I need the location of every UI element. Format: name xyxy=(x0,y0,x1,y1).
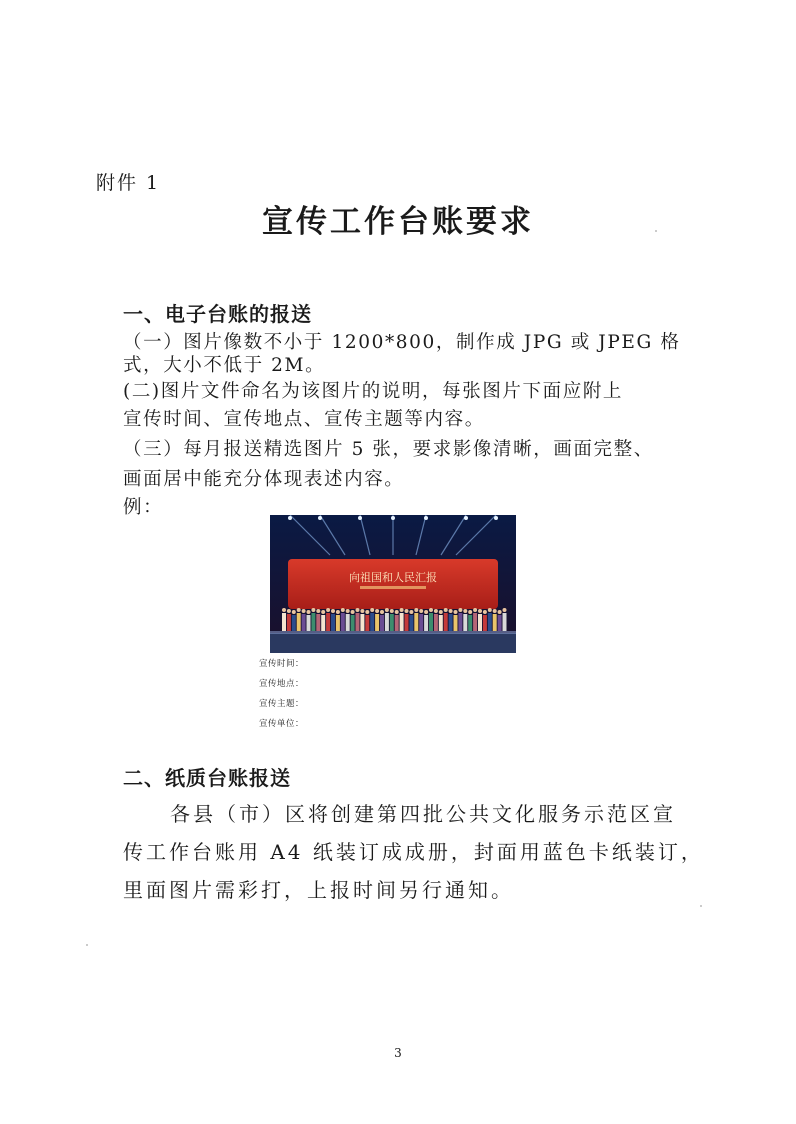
section2-line: 里面图片需彩打，上报时间另行通知。 xyxy=(123,878,514,902)
performer-figure xyxy=(473,613,477,631)
performer-head xyxy=(409,610,413,614)
performer-head xyxy=(454,610,458,614)
performer-figure xyxy=(409,615,413,631)
performer-figure xyxy=(405,614,409,631)
performer-figure xyxy=(336,615,340,631)
section1-line: 式，大小不低于 2M。 xyxy=(123,355,326,376)
section1-line: （一）图片像数不小于 1200*800，制作成 JPG 或 JPEG 格 xyxy=(123,332,681,353)
attachment-label: 附件 1 xyxy=(96,172,161,194)
performer-head xyxy=(429,608,433,612)
performer-head xyxy=(282,608,286,612)
section1-heading: 一、电子台账的报送 xyxy=(123,302,312,326)
performer-figure xyxy=(326,613,330,631)
banner-text: 向祖国和人民汇报 xyxy=(349,571,437,584)
caption-publicity-theme: 宣传主题： xyxy=(259,699,305,709)
performer-head xyxy=(434,609,438,613)
scan-speck xyxy=(700,905,702,907)
performer-head xyxy=(385,608,389,612)
performer-head xyxy=(375,609,379,613)
performer-figure xyxy=(331,614,335,631)
performer-figure xyxy=(341,613,345,631)
performer-head xyxy=(405,609,409,613)
performer-head xyxy=(400,608,404,612)
performer-head xyxy=(360,609,364,613)
performer-figure xyxy=(458,613,462,631)
performer-head xyxy=(444,608,448,612)
performer-figure xyxy=(375,614,379,631)
performer-head xyxy=(488,608,492,612)
section1-line: 画面居中能充分体现表述内容。 xyxy=(123,469,405,490)
performer-figure xyxy=(346,614,350,631)
section1-line: 宣传时间、宣传地点、宣传主题等内容。 xyxy=(123,409,485,430)
section2-line: 各县（市）区将创建第四批公共文化服务示范区宣 xyxy=(170,802,676,826)
performer-head xyxy=(316,609,320,613)
performer-figure xyxy=(434,614,438,631)
caption-publicity-place: 宣传地点： xyxy=(259,679,305,689)
performer-figure xyxy=(390,614,394,631)
performer-figure xyxy=(478,614,482,631)
performer-figure xyxy=(468,615,472,631)
performer-head xyxy=(311,608,315,612)
performer-figure xyxy=(297,613,301,631)
performer-head xyxy=(503,608,507,612)
caption-publicity-time: 宣传时间： xyxy=(259,659,305,669)
performer-head xyxy=(463,609,467,613)
performer-head xyxy=(419,609,423,613)
performer-figure xyxy=(311,613,315,631)
performer-figure xyxy=(454,615,458,631)
page-number: 3 xyxy=(394,1046,402,1060)
performer-figure xyxy=(292,615,296,631)
document-title: 宣传工作台账要求 xyxy=(262,204,534,240)
performer-figure xyxy=(380,615,384,631)
performer-head xyxy=(341,608,345,612)
performer-figure xyxy=(351,615,355,631)
performer-figure xyxy=(419,614,423,631)
performer-head xyxy=(458,608,462,612)
performer-figure xyxy=(365,615,369,631)
performer-figure xyxy=(414,613,418,631)
performer-figure xyxy=(444,613,448,631)
performer-figure xyxy=(429,613,433,631)
performer-head xyxy=(395,610,399,614)
performer-head xyxy=(297,608,301,612)
performer-head xyxy=(439,610,443,614)
performer-figure xyxy=(321,615,325,631)
performer-figure xyxy=(503,613,507,631)
section2-line: 传工作台账用 A4 纸装订成成册，封面用蓝色卡纸装订， xyxy=(123,840,704,864)
performer-head xyxy=(351,610,355,614)
example-photo xyxy=(270,515,516,653)
performer-figure xyxy=(439,615,443,631)
performer-figure xyxy=(493,614,497,631)
performer-head xyxy=(424,610,428,614)
caption-publicity-unit: 宣传单位： xyxy=(259,719,305,729)
performer-figure xyxy=(356,613,360,631)
performer-figure xyxy=(302,614,306,631)
scan-speck xyxy=(655,230,657,232)
performer-head xyxy=(326,608,330,612)
performer-head xyxy=(287,609,291,613)
section2-heading: 二、纸质台账报送 xyxy=(123,766,291,790)
section1-line: （三）每月报送精选图片 5 张，要求影像清晰，画面完整、 xyxy=(123,439,654,460)
performer-head xyxy=(331,609,335,613)
performer-head xyxy=(346,609,350,613)
performer-head xyxy=(498,610,502,614)
performer-head xyxy=(321,610,325,614)
performer-figure xyxy=(424,615,428,631)
example-label: 例： xyxy=(123,497,164,518)
performer-head xyxy=(365,610,369,614)
performer-figure xyxy=(385,613,389,631)
performer-head xyxy=(356,608,360,612)
performer-figure xyxy=(307,615,311,631)
performer-head xyxy=(307,610,311,614)
performer-head xyxy=(390,609,394,613)
performer-figure xyxy=(498,615,502,631)
performer-head xyxy=(493,609,497,613)
performer-head xyxy=(336,610,340,614)
performer-head xyxy=(478,609,482,613)
performer-figure xyxy=(287,614,291,631)
performer-head xyxy=(414,608,418,612)
performer-head xyxy=(449,609,453,613)
performer-figure xyxy=(370,613,374,631)
performer-figure xyxy=(400,613,404,631)
performer-head xyxy=(292,610,296,614)
section1-line: (二)图片文件命名为该图片的说明，每张图片下面应附上 xyxy=(123,381,624,402)
performer-figure xyxy=(449,614,453,631)
performer-head xyxy=(473,608,477,612)
performer-head xyxy=(370,608,374,612)
performer-figure xyxy=(483,615,487,631)
performer-head xyxy=(302,609,306,613)
performer-figure xyxy=(316,614,320,631)
performer-figure xyxy=(360,614,364,631)
performer-head xyxy=(468,610,472,614)
performer-figure xyxy=(488,613,492,631)
scan-speck xyxy=(86,944,88,946)
performer-head xyxy=(483,610,487,614)
performer-figure xyxy=(282,613,286,631)
performer-head xyxy=(380,610,384,614)
performer-figure xyxy=(395,615,399,631)
performer-figure xyxy=(463,614,467,631)
